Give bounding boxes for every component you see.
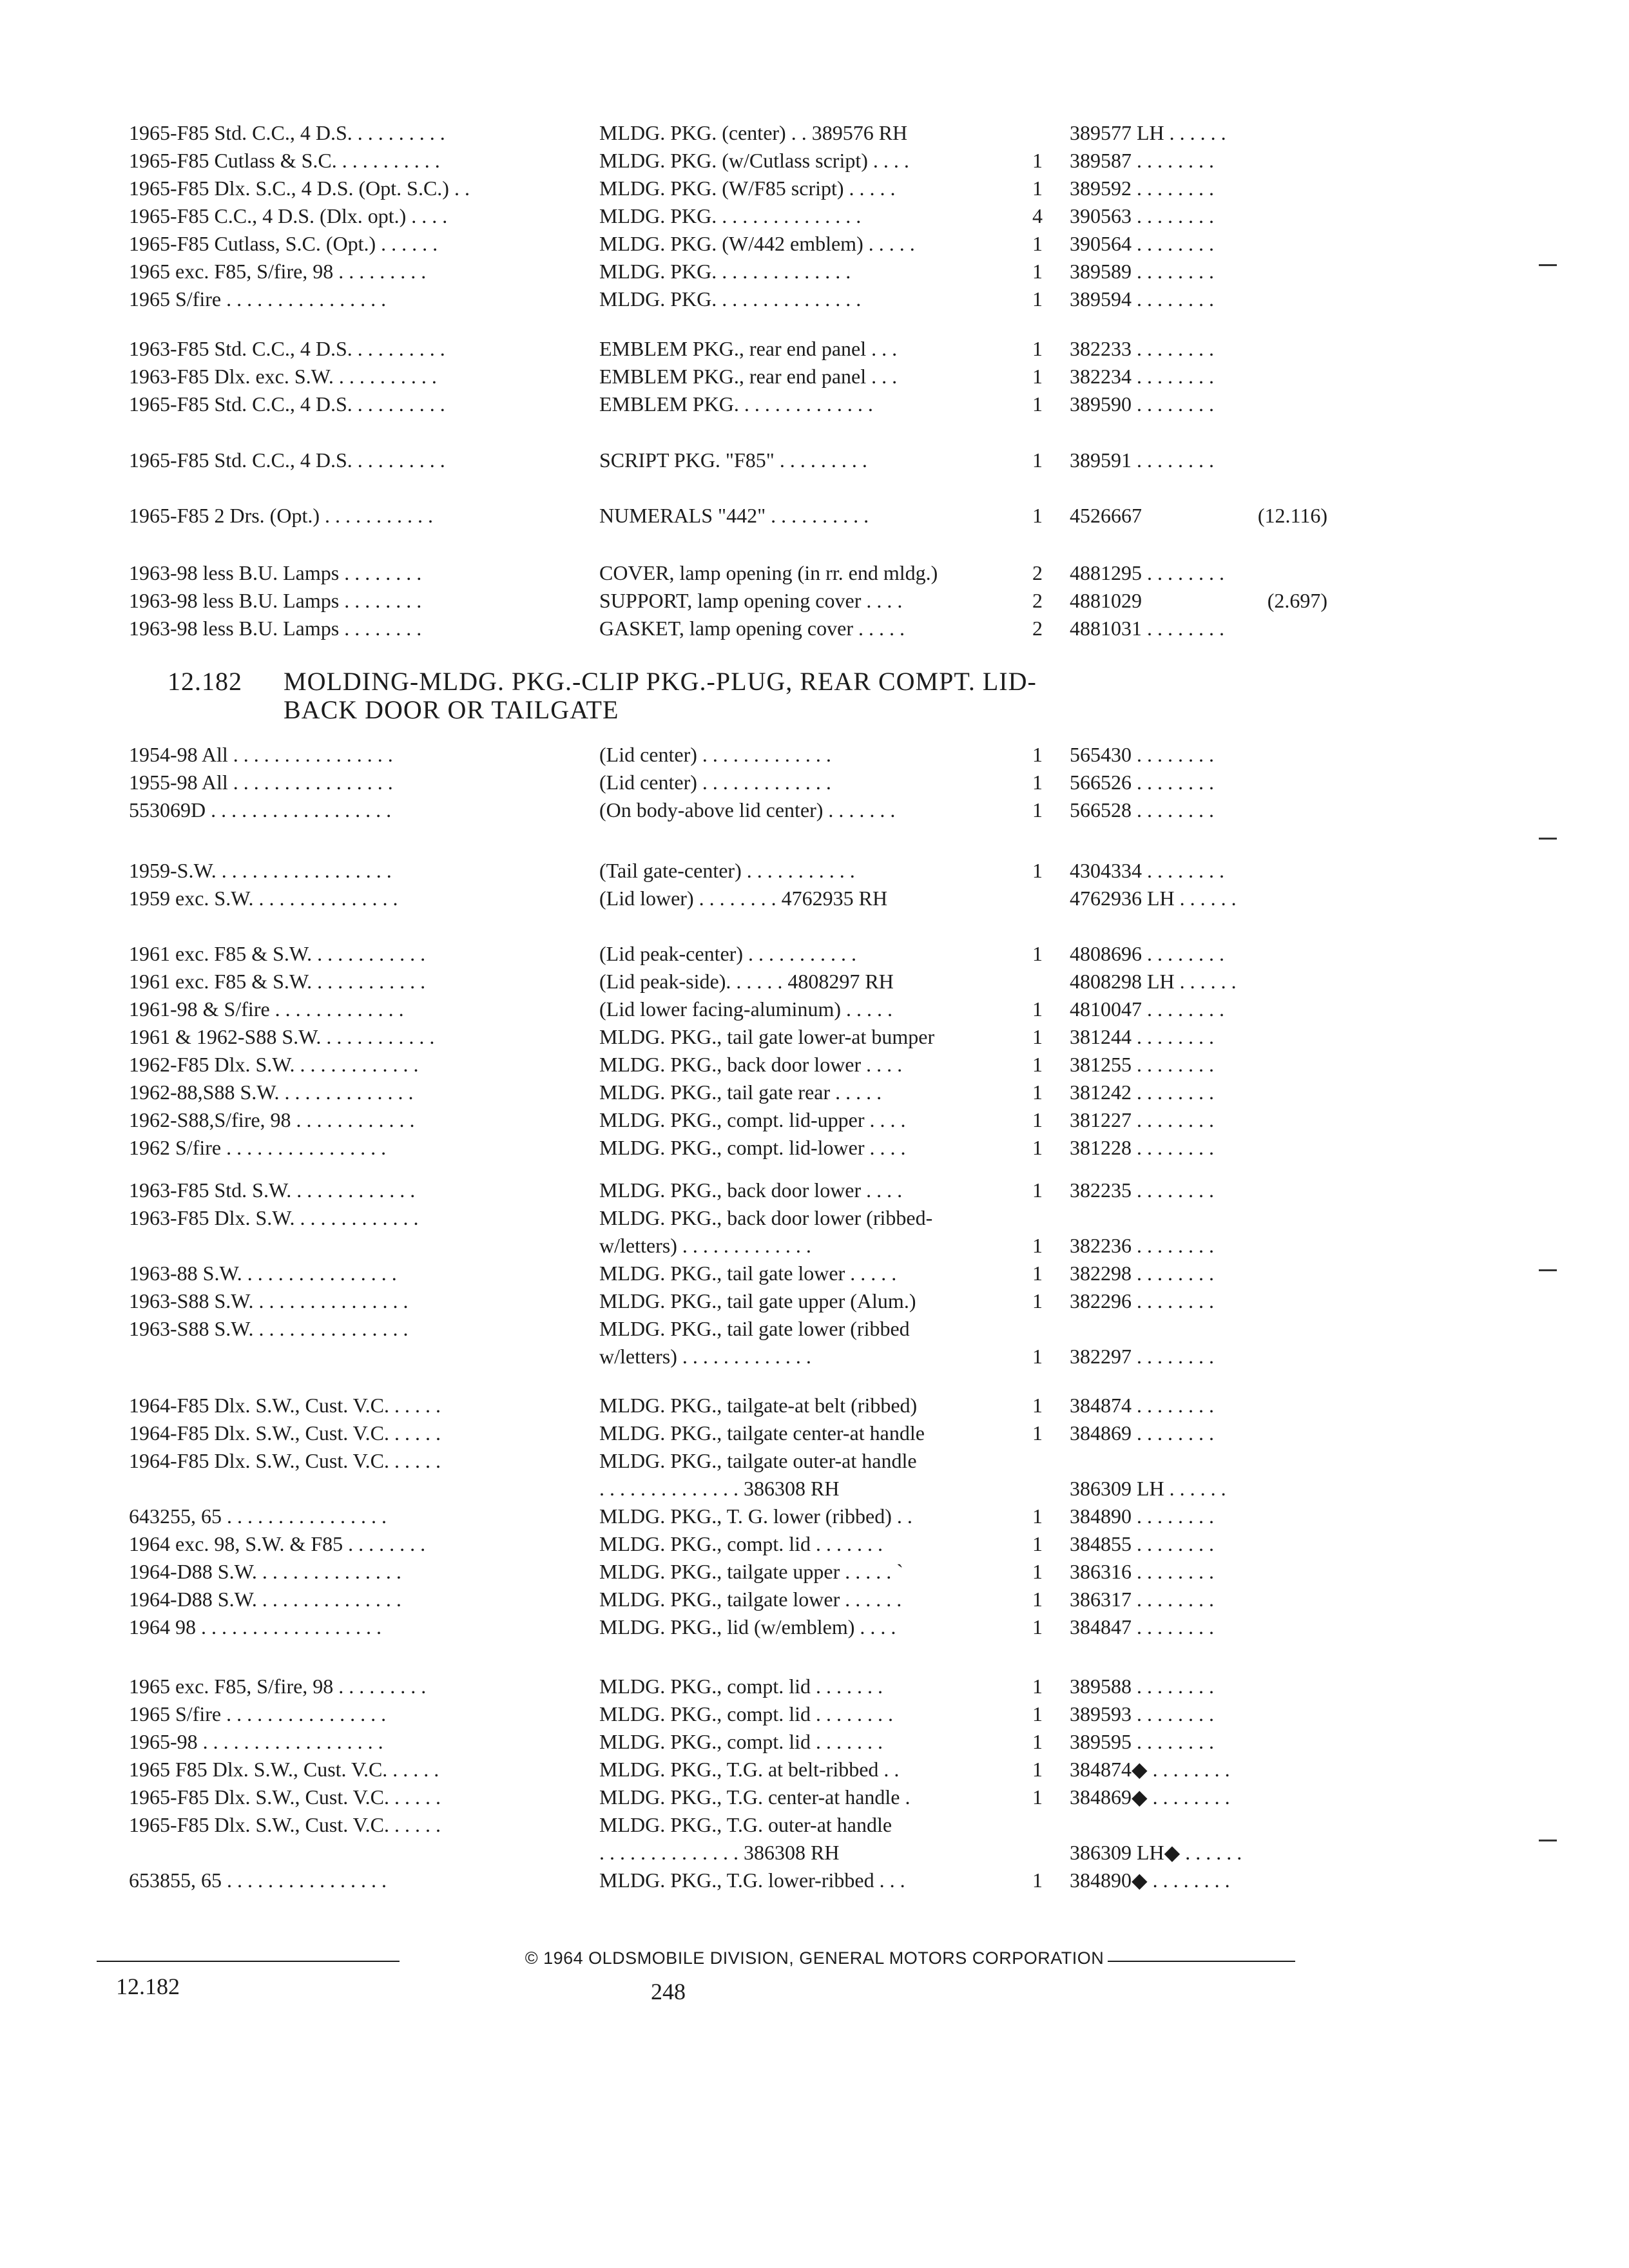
quantity-cell: 1 bbox=[1032, 1702, 1043, 1725]
parts-row bbox=[0, 940, 1629, 968]
cross-reference-cell: (2.697) bbox=[1267, 589, 1327, 612]
parts-row bbox=[0, 559, 1629, 587]
part-number-cell: 386309 LH . . . . . . bbox=[1070, 1477, 1226, 1500]
part-number-cell: 382236 . . . . . . . . bbox=[1070, 1234, 1214, 1257]
part-number-cell: 384890◆ . . . . . . . . bbox=[1070, 1869, 1230, 1892]
description-cell: MLDG. PKG., tail gate upper (Alum.) bbox=[599, 1289, 916, 1312]
model-cell: 1963-F85 Dlx. S.W. . . . . . . . . . . . . bbox=[129, 1206, 419, 1229]
model-cell: 1964-F85 Dlx. S.W., Cust. V.C. . . . . . bbox=[129, 1394, 441, 1417]
description-cell: GASKET, lamp opening cover . . . . . bbox=[599, 617, 905, 640]
quantity-cell: 1 bbox=[1032, 1234, 1043, 1257]
model-cell: 1963-98 less B.U. Lamps . . . . . . . . bbox=[129, 561, 422, 584]
parts-row bbox=[0, 363, 1629, 390]
page-number: 248 bbox=[651, 1979, 686, 2004]
model-cell: 1965-F85 Std. C.C., 4 D.S. . . . . . . . . . bbox=[129, 448, 445, 472]
parts-row bbox=[0, 1287, 1629, 1315]
description-cell: MLDG. PKG., T. G. lower (ribbed) . . bbox=[599, 1504, 912, 1528]
quantity-cell: 1 bbox=[1032, 149, 1043, 172]
model-cell: 1965 S/fire . . . . . . . . . . . . . . . . bbox=[129, 287, 387, 311]
parts-group bbox=[0, 857, 1629, 912]
description-cell: NUMERALS "442" . . . . . . . . . . bbox=[599, 504, 869, 527]
description-cell: MLDG. PKG., back door lower . . . . bbox=[599, 1178, 903, 1202]
parts-row bbox=[0, 1673, 1629, 1700]
footer-section-number: 12.182 bbox=[116, 1974, 180, 1999]
parts-row bbox=[0, 147, 1629, 175]
description-cell: (Lid center) . . . . . . . . . . . . . bbox=[599, 743, 831, 766]
description-cell: MLDG. PKG., tail gate lower (ribbed bbox=[599, 1317, 910, 1340]
parts-row bbox=[0, 175, 1629, 202]
parts-row bbox=[0, 1447, 1629, 1475]
parts-row bbox=[0, 1260, 1629, 1287]
description-cell: MLDG. PKG., tail gate lower-at bumper bbox=[599, 1025, 935, 1048]
quantity-cell: 1 bbox=[1032, 1785, 1043, 1809]
part-number-cell: 4808696 . . . . . . . . bbox=[1070, 942, 1224, 965]
parts-row bbox=[0, 1419, 1629, 1447]
quantity-cell: 1 bbox=[1032, 232, 1043, 255]
quantity-cell: 1 bbox=[1032, 1675, 1043, 1698]
quantity-cell: 1 bbox=[1032, 1025, 1043, 1048]
description-cell: MLDG. PKG., compt. lid . . . . . . . . bbox=[599, 1702, 893, 1725]
quantity-cell: 1 bbox=[1032, 1560, 1043, 1583]
model-cell: 1965-F85 Dlx. S.W., Cust. V.C. . . . . . bbox=[129, 1785, 441, 1809]
description-cell: MLDG. PKG., tail gate lower . . . . . bbox=[599, 1262, 897, 1285]
description-cell: MLDG. PKG., lid (w/emblem) . . . . bbox=[599, 1615, 896, 1639]
model-cell: 1964 98 . . . . . . . . . . . . . . . . . . bbox=[129, 1615, 381, 1639]
model-cell: 1965-F85 Std. C.C., 4 D.S. . . . . . . . . . bbox=[129, 121, 445, 144]
quantity-cell: 2 bbox=[1032, 561, 1043, 584]
model-cell: 1965-F85 Cutlass, S.C. (Opt.) . . . . . . bbox=[129, 232, 438, 255]
description-cell: MLDG. PKG. (W/442 emblem) . . . . . bbox=[599, 232, 915, 255]
quantity-cell: 1 bbox=[1032, 1081, 1043, 1104]
parts-row bbox=[0, 1051, 1629, 1079]
part-number-cell: 384890 . . . . . . . . bbox=[1070, 1504, 1214, 1528]
model-cell: 1965-F85 Std. C.C., 4 D.S. . . . . . . . . . bbox=[129, 392, 445, 416]
description-cell: MLDG. PKG. . . . . . . . . . . . . . . bbox=[599, 204, 862, 227]
part-number-cell: 389589 . . . . . . . . bbox=[1070, 260, 1214, 283]
part-number-cell: 384869◆ . . . . . . . . bbox=[1070, 1785, 1230, 1809]
model-cell: 1965-98 . . . . . . . . . . . . . . . . . . bbox=[129, 1730, 383, 1753]
parts-row bbox=[0, 1204, 1629, 1232]
part-number-cell: 381255 . . . . . . . . bbox=[1070, 1053, 1214, 1076]
model-cell: 1962-S88,S/fire, 98 . . . . . . . . . . . . bbox=[129, 1108, 415, 1131]
description-cell: MLDG. PKG., compt. lid . . . . . . . bbox=[599, 1730, 883, 1753]
parts-row bbox=[0, 335, 1629, 363]
parts-group bbox=[0, 940, 1629, 1162]
parts-row bbox=[0, 447, 1629, 474]
parts-row bbox=[0, 1783, 1629, 1811]
parts-row bbox=[0, 615, 1629, 642]
quantity-cell: 2 bbox=[1032, 617, 1043, 640]
model-cell: 1963-F85 Std. S.W. . . . . . . . . . . . . bbox=[129, 1178, 416, 1202]
part-number-cell: 4881029 bbox=[1070, 589, 1142, 612]
parts-row bbox=[0, 119, 1629, 147]
parts-row bbox=[0, 502, 1629, 530]
part-number-cell: 389588 . . . . . . . . bbox=[1070, 1675, 1214, 1698]
description-cell: MLDG. PKG., compt. lid-upper . . . . bbox=[599, 1108, 906, 1131]
model-cell: 1955-98 All . . . . . . . . . . . . . . . . bbox=[129, 771, 393, 794]
parts-group bbox=[0, 447, 1629, 474]
description-cell: w/letters) . . . . . . . . . . . . . bbox=[599, 1345, 811, 1368]
quantity-cell: 1 bbox=[1032, 287, 1043, 311]
margin-mark bbox=[1539, 838, 1557, 840]
parts-row bbox=[0, 1756, 1629, 1783]
quantity-cell: 1 bbox=[1032, 1178, 1043, 1202]
model-cell: 1965-F85 Cutlass & S.C. . . . . . . . . . . bbox=[129, 149, 440, 172]
description-cell: MLDG. PKG. (W/F85 script) . . . . . bbox=[599, 177, 896, 200]
quantity-cell: 1 bbox=[1032, 177, 1043, 200]
quantity-cell: 1 bbox=[1032, 1108, 1043, 1131]
parts-row bbox=[0, 1558, 1629, 1586]
description-cell: MLDG. PKG., tailgate-at belt (ribbed) bbox=[599, 1394, 918, 1417]
part-number-cell: 389577 LH . . . . . . bbox=[1070, 121, 1226, 144]
quantity-cell: 1 bbox=[1032, 1532, 1043, 1555]
parts-row bbox=[0, 1315, 1629, 1343]
description-cell: MLDG. PKG. (center) . . 389576 RH bbox=[599, 121, 908, 144]
model-cell: 1964-D88 S.W. . . . . . . . . . . . . . . bbox=[129, 1560, 401, 1583]
quantity-cell: 1 bbox=[1032, 1345, 1043, 1368]
quantity-cell: 1 bbox=[1032, 798, 1043, 822]
description-cell: (Lid center) . . . . . . . . . . . . . bbox=[599, 771, 831, 794]
quantity-cell: 1 bbox=[1032, 504, 1043, 527]
parts-row bbox=[0, 1811, 1629, 1839]
section-title-line2: BACK DOOR OR TAILGATE bbox=[284, 695, 619, 724]
parts-row bbox=[0, 796, 1629, 824]
model-cell: 1963-88 S.W. . . . . . . . . . . . . . . . bbox=[129, 1262, 397, 1285]
model-cell: 1963-S88 S.W. . . . . . . . . . . . . . . . bbox=[129, 1317, 409, 1340]
description-cell: (Lid peak-center) . . . . . . . . . . . bbox=[599, 942, 856, 965]
quantity-cell: 1 bbox=[1032, 1289, 1043, 1312]
model-cell: 1963-F85 Dlx. exc. S.W. . . . . . . . . . . bbox=[129, 365, 437, 388]
model-cell: 1954-98 All . . . . . . . . . . . . . . . . bbox=[129, 743, 393, 766]
part-number-cell: 381227 . . . . . . . . bbox=[1070, 1108, 1214, 1131]
parts-group bbox=[0, 335, 1629, 418]
description-cell: MLDG. PKG., T.G. outer-at handle bbox=[599, 1813, 892, 1836]
part-number-cell: 384874 . . . . . . . . bbox=[1070, 1394, 1214, 1417]
parts-group bbox=[0, 559, 1629, 642]
part-number-cell: 382298 . . . . . . . . bbox=[1070, 1262, 1214, 1285]
section-heading bbox=[168, 668, 1037, 724]
part-number-cell: 4810047 . . . . . . . . bbox=[1070, 997, 1224, 1021]
part-number-cell: 4526667 bbox=[1070, 504, 1142, 527]
parts-row bbox=[0, 1392, 1629, 1419]
description-cell: MLDG. PKG., back door lower (ribbed- bbox=[599, 1206, 933, 1229]
quantity-cell: 1 bbox=[1032, 1394, 1043, 1417]
quantity-cell: 1 bbox=[1032, 743, 1043, 766]
part-number-cell: 389592 . . . . . . . . bbox=[1070, 177, 1214, 200]
quantity-cell: 1 bbox=[1032, 1758, 1043, 1781]
model-cell: 1964 exc. 98, S.W. & F85 . . . . . . . . bbox=[129, 1532, 426, 1555]
quantity-cell: 2 bbox=[1032, 589, 1043, 612]
part-number-cell: 386317 . . . . . . . . bbox=[1070, 1588, 1214, 1611]
copyright-notice bbox=[0, 1948, 1629, 1968]
parts-row bbox=[0, 769, 1629, 796]
parts-row bbox=[0, 968, 1629, 995]
section-title-line1: MOLDING-MLDG. PKG.-CLIP PKG.-PLUG, REAR COMPT. LID- bbox=[284, 667, 1037, 696]
part-number-cell: 390564 . . . . . . . . bbox=[1070, 232, 1214, 255]
description-cell: MLDG. PKG., T.G. center-at handle . bbox=[599, 1785, 911, 1809]
parts-row bbox=[0, 1079, 1629, 1106]
description-cell: (Tail gate-center) . . . . . . . . . . . bbox=[599, 859, 855, 882]
description-cell: EMBLEM PKG. . . . . . . . . . . . . . bbox=[599, 392, 873, 416]
part-number-cell: 389595 . . . . . . . . bbox=[1070, 1730, 1214, 1753]
part-number-cell: 384869 . . . . . . . . bbox=[1070, 1421, 1214, 1445]
model-cell: 1965-F85 Dlx. S.C., 4 D.S. (Opt. S.C.) . . bbox=[129, 177, 470, 200]
parts-row bbox=[0, 857, 1629, 885]
quantity-cell: 1 bbox=[1032, 997, 1043, 1021]
description-cell: w/letters) . . . . . . . . . . . . . bbox=[599, 1234, 811, 1257]
description-cell: MLDG. PKG., tailgate lower . . . . . . bbox=[599, 1588, 902, 1611]
model-cell: 653855, 65 . . . . . . . . . . . . . . . . bbox=[129, 1869, 387, 1892]
quantity-cell: 1 bbox=[1032, 1730, 1043, 1753]
parts-row bbox=[0, 1728, 1629, 1756]
model-cell: 1965 exc. F85, S/fire, 98 . . . . . . . . . bbox=[129, 260, 427, 283]
description-cell: MLDG. PKG., compt. lid . . . . . . . bbox=[599, 1532, 883, 1555]
description-cell: SUPPORT, lamp opening cover . . . . bbox=[599, 589, 903, 612]
parts-row bbox=[0, 1023, 1629, 1051]
quantity-cell: 1 bbox=[1032, 859, 1043, 882]
description-cell: MLDG. PKG., tail gate rear . . . . . bbox=[599, 1081, 882, 1104]
part-number-cell: 386316 . . . . . . . . bbox=[1070, 1560, 1214, 1583]
parts-row bbox=[0, 1343, 1629, 1370]
parts-group bbox=[0, 1392, 1629, 1641]
description-cell: MLDG. PKG., T.G. lower-ribbed . . . bbox=[599, 1869, 905, 1892]
parts-row bbox=[0, 230, 1629, 258]
quantity-cell: 1 bbox=[1032, 260, 1043, 283]
model-cell: 1963-98 less B.U. Lamps . . . . . . . . bbox=[129, 617, 422, 640]
quantity-cell: 1 bbox=[1032, 771, 1043, 794]
model-cell: 1963-S88 S.W. . . . . . . . . . . . . . . . bbox=[129, 1289, 409, 1312]
model-cell: 1965 S/fire . . . . . . . . . . . . . . . . bbox=[129, 1702, 387, 1725]
model-cell: 1962 S/fire . . . . . . . . . . . . . . . . bbox=[129, 1136, 387, 1159]
parts-row bbox=[0, 1475, 1629, 1503]
quantity-cell: 1 bbox=[1032, 1262, 1043, 1285]
parts-row bbox=[0, 1867, 1629, 1894]
parts-group bbox=[0, 1673, 1629, 1894]
part-number-cell: 389587 . . . . . . . . bbox=[1070, 149, 1214, 172]
model-cell: 553069D . . . . . . . . . . . . . . . . . . bbox=[129, 798, 392, 822]
description-cell: MLDG. PKG., T.G. at belt-ribbed . . bbox=[599, 1758, 900, 1781]
part-number-cell: 382296 . . . . . . . . bbox=[1070, 1289, 1214, 1312]
part-number-cell: 389590 . . . . . . . . bbox=[1070, 392, 1214, 416]
parts-row bbox=[0, 885, 1629, 912]
description-cell: MLDG. PKG., compt. lid-lower . . . . bbox=[599, 1136, 906, 1159]
part-number-cell: 4881031 . . . . . . . . bbox=[1070, 617, 1224, 640]
model-cell: 1961-98 & S/fire . . . . . . . . . . . . . bbox=[129, 997, 404, 1021]
part-number-cell: 389593 . . . . . . . . bbox=[1070, 1702, 1214, 1725]
parts-row bbox=[0, 1613, 1629, 1641]
parts-group bbox=[0, 502, 1629, 530]
description-cell: SCRIPT PKG. "F85" . . . . . . . . . bbox=[599, 448, 867, 472]
model-cell: 1965-F85 2 Drs. (Opt.) . . . . . . . . . . . bbox=[129, 504, 433, 527]
part-number-cell: 382234 . . . . . . . . bbox=[1070, 365, 1214, 388]
description-cell: MLDG. PKG. (w/Cutlass script) . . . . bbox=[599, 149, 909, 172]
description-cell: MLDG. PKG. . . . . . . . . . . . . . bbox=[599, 260, 851, 283]
part-number-cell: 4762936 LH . . . . . . bbox=[1070, 887, 1237, 910]
part-number-cell: 381242 . . . . . . . . bbox=[1070, 1081, 1214, 1104]
description-cell: MLDG. PKG., tailgate outer-at handle bbox=[599, 1449, 917, 1472]
parts-row bbox=[0, 1586, 1629, 1613]
model-cell: 1962-88,S88 S.W. . . . . . . . . . . . . . bbox=[129, 1081, 414, 1104]
description-cell: MLDG. PKG., back door lower . . . . bbox=[599, 1053, 903, 1076]
part-number-cell: 382297 . . . . . . . . bbox=[1070, 1345, 1214, 1368]
quantity-cell: 1 bbox=[1032, 1869, 1043, 1892]
parts-row bbox=[0, 202, 1629, 230]
description-cell: MLDG. PKG., tailgate center-at handle bbox=[599, 1421, 925, 1445]
model-cell: 1965 exc. F85, S/fire, 98 . . . . . . . . . bbox=[129, 1675, 427, 1698]
description-cell: (On body-above lid center) . . . . . . . bbox=[599, 798, 896, 822]
part-number-cell: 384855 . . . . . . . . bbox=[1070, 1532, 1214, 1555]
parts-row bbox=[0, 1134, 1629, 1162]
model-cell: 1963-F85 Std. C.C., 4 D.S. . . . . . . . . . bbox=[129, 337, 445, 360]
section-number: 12.182 bbox=[168, 667, 242, 696]
model-cell: 1964-D88 S.W. . . . . . . . . . . . . . . bbox=[129, 1588, 401, 1611]
quantity-cell: 1 bbox=[1032, 365, 1043, 388]
part-number-cell: 566528 . . . . . . . . bbox=[1070, 798, 1214, 822]
model-cell: 1959 exc. S.W. . . . . . . . . . . . . . . bbox=[129, 887, 398, 910]
quantity-cell: 1 bbox=[1032, 1504, 1043, 1528]
description-cell: . . . . . . . . . . . . . . 386308 RH bbox=[599, 1477, 840, 1500]
quantity-cell: 1 bbox=[1032, 1588, 1043, 1611]
parts-row bbox=[0, 741, 1629, 769]
part-number-cell: 389591 . . . . . . . . bbox=[1070, 448, 1214, 472]
part-number-cell: 382233 . . . . . . . . bbox=[1070, 337, 1214, 360]
parts-row bbox=[0, 258, 1629, 285]
parts-row bbox=[0, 390, 1629, 418]
model-cell: 1965-F85 Dlx. S.W., Cust. V.C. . . . . . bbox=[129, 1813, 441, 1836]
description-cell: MLDG. PKG., compt. lid . . . . . . . bbox=[599, 1675, 883, 1698]
quantity-cell: 1 bbox=[1032, 448, 1043, 472]
parts-row bbox=[0, 1177, 1629, 1204]
model-cell: 1962-F85 Dlx. S.W. . . . . . . . . . . . . bbox=[129, 1053, 419, 1076]
part-number-cell: 4808298 LH . . . . . . bbox=[1070, 970, 1237, 993]
parts-row bbox=[0, 1106, 1629, 1134]
quantity-cell: 4 bbox=[1032, 204, 1043, 227]
part-number-cell: 384874◆ . . . . . . . . bbox=[1070, 1758, 1230, 1781]
description-cell: EMBLEM PKG., rear end panel . . . bbox=[599, 365, 898, 388]
description-cell: MLDG. PKG., tailgate upper . . . . . ` bbox=[599, 1560, 903, 1583]
quantity-cell: 1 bbox=[1032, 942, 1043, 965]
part-number-cell: 384847 . . . . . . . . bbox=[1070, 1615, 1214, 1639]
parts-row bbox=[0, 1232, 1629, 1260]
description-cell: EMBLEM PKG., rear end panel . . . bbox=[599, 337, 898, 360]
parts-group bbox=[0, 119, 1629, 313]
part-number-cell: 4881295 . . . . . . . . bbox=[1070, 561, 1224, 584]
quantity-cell: 1 bbox=[1032, 1615, 1043, 1639]
part-number-cell: 386309 LH◆ . . . . . . bbox=[1070, 1841, 1242, 1864]
model-cell: 1961 exc. F85 & S.W. . . . . . . . . . . . bbox=[129, 942, 426, 965]
copyright-text: © 1964 OLDSMOBILE DIVISION, GENERAL MOTORS CORPORATION bbox=[521, 1948, 1108, 1968]
description-cell: . . . . . . . . . . . . . . 386308 RH bbox=[599, 1841, 840, 1864]
model-cell: 1961 exc. F85 & S.W. . . . . . . . . . . . bbox=[129, 970, 426, 993]
cross-reference-cell: (12.116) bbox=[1257, 504, 1327, 527]
description-cell: (Lid lower) . . . . . . . . 4762935 RH bbox=[599, 887, 888, 910]
model-cell: 1964-F85 Dlx. S.W., Cust. V.C. . . . . . bbox=[129, 1421, 441, 1445]
model-cell: 1965-F85 C.C., 4 D.S. (Dlx. opt.) . . . . bbox=[129, 204, 448, 227]
parts-row bbox=[0, 587, 1629, 615]
parts-row bbox=[0, 1839, 1629, 1867]
description-cell: (Lid peak-side). . . . . . 4808297 RH bbox=[599, 970, 894, 993]
model-cell: 643255, 65 . . . . . . . . . . . . . . . . bbox=[129, 1504, 387, 1528]
model-cell: 1963-98 less B.U. Lamps . . . . . . . . bbox=[129, 589, 422, 612]
part-number-cell: 566526 . . . . . . . . bbox=[1070, 771, 1214, 794]
quantity-cell: 1 bbox=[1032, 392, 1043, 416]
part-number-cell: 565430 . . . . . . . . bbox=[1070, 743, 1214, 766]
parts-group bbox=[0, 1177, 1629, 1370]
model-cell: 1964-F85 Dlx. S.W., Cust. V.C. . . . . . bbox=[129, 1449, 441, 1472]
model-cell: 1961 & 1962-S88 S.W. . . . . . . . . . . . bbox=[129, 1025, 435, 1048]
parts-row bbox=[0, 1530, 1629, 1558]
quantity-cell: 1 bbox=[1032, 1136, 1043, 1159]
model-cell: 1959-S.W. . . . . . . . . . . . . . . . . . bbox=[129, 859, 392, 882]
model-cell: 1965 F85 Dlx. S.W., Cust. V.C. . . . . . bbox=[129, 1758, 439, 1781]
parts-row bbox=[0, 1700, 1629, 1728]
part-number-cell: 381228 . . . . . . . . bbox=[1070, 1136, 1214, 1159]
parts-row bbox=[0, 995, 1629, 1023]
part-number-cell: 390563 . . . . . . . . bbox=[1070, 204, 1214, 227]
part-number-cell: 381244 . . . . . . . . bbox=[1070, 1025, 1214, 1048]
parts-row bbox=[0, 1503, 1629, 1530]
description-cell: MLDG. PKG. . . . . . . . . . . . . . . bbox=[599, 287, 862, 311]
quantity-cell: 1 bbox=[1032, 337, 1043, 360]
quantity-cell: 1 bbox=[1032, 1053, 1043, 1076]
parts-group bbox=[0, 741, 1629, 824]
part-number-cell: 382235 . . . . . . . . bbox=[1070, 1178, 1214, 1202]
description-cell: (Lid lower facing-aluminum) . . . . . bbox=[599, 997, 892, 1021]
part-number-cell: 389594 . . . . . . . . bbox=[1070, 287, 1214, 311]
description-cell: COVER, lamp opening (in rr. end mldg.) bbox=[599, 561, 938, 584]
parts-row bbox=[0, 285, 1629, 313]
quantity-cell: 1 bbox=[1032, 1421, 1043, 1445]
part-number-cell: 4304334 . . . . . . . . bbox=[1070, 859, 1224, 882]
